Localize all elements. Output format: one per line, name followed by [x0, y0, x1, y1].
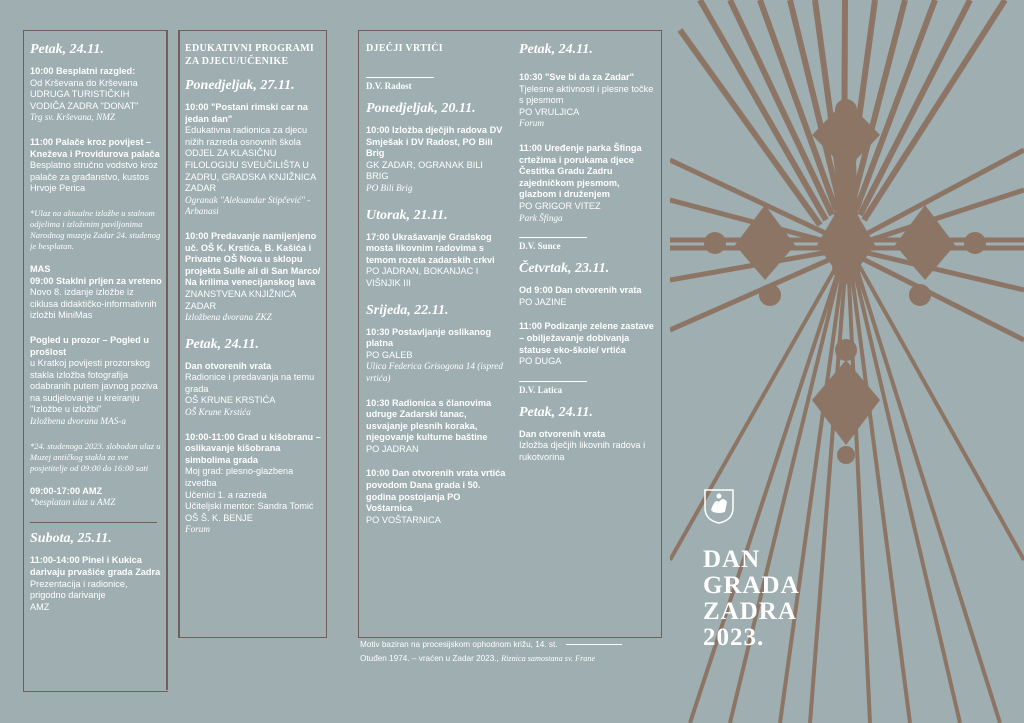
event-location: Trg sv. Krševana, NMZ: [30, 112, 115, 123]
event-location: Forum: [519, 118, 545, 129]
event-body: Tjelesne aktivnosti i plesne točke s pjesmom PO VRULJICA: [519, 83, 654, 117]
col3-event-3: [366, 327, 506, 385]
motif-line-2: [360, 652, 690, 666]
event-title: Od 9:00 Dan otvorenih vrata: [519, 285, 642, 296]
col1-divider: [30, 522, 157, 524]
motif-line-1: [360, 638, 690, 652]
col4-event-1: [519, 72, 655, 130]
event-title: 10:30 Radionica s članovima udruge Zadarski tanac, usvajanje plesnih koraka, njegovanje kulturne baštine: [366, 397, 492, 443]
col4-kg2: D.V. Sunce: [519, 241, 561, 252]
event-title: Dan otvorenih vrata: [185, 360, 272, 371]
col2-day1: Ponedjeljak, 27.11.: [185, 78, 295, 93]
event-title: 10:30 "Sve bi da za Zadar": [519, 72, 634, 82]
event-title: 11:00 Palače kroz povijest – Kneževa i Providurova palača: [30, 136, 160, 159]
col2-frame-left: [178, 30, 180, 638]
col3-kg1: D.V. Radost: [366, 81, 412, 91]
col3-event-2: [366, 232, 506, 290]
col1-note1: *Ulaz na aktualne izložbe u stalnom odjelima i izloženim paviljonima Narodnog muzeja Zadar 24. studenog je besplatan.: [30, 207, 161, 251]
col1-event-1: [30, 66, 164, 124]
event-title: 11:00 Uređenje parka Šfinga crtežima i porukama djece Čestitka Gradu Zadru zajedničkom pjesmom, glazbom i druženjem: [519, 142, 642, 200]
title-line-4: 2023.: [703, 624, 765, 651]
event-title: 10:00 Besplatni razgled:: [30, 66, 136, 76]
event-body: u Kratkoj povijesti prozorskog stakla izložba fotografija odabranih putem javnog poziva na sudjelovanje u kreiranju "Izložbe u izložbi": [30, 358, 158, 415]
title-line-2: GRADA: [703, 572, 800, 599]
motif-text-2: Otuđen 1974. – vraćen u Zadar 2023.,: [360, 654, 499, 663]
motif-caption: [360, 638, 690, 666]
event-body: PO DUGA: [519, 356, 562, 367]
col2-heading: EDUKATIVNI PROGRAMI ZA DJECU/UČENIKE: [185, 43, 315, 67]
event-body: PO VOŠTARNICA: [366, 514, 441, 525]
event-body: Izložba dječjih likovnih radova i rukotvorina: [519, 440, 646, 462]
event-location: Ogranak "Aleksandar Stipčević" - Arbanasi: [185, 194, 311, 217]
col4-kg3: D.V. Latica: [519, 384, 563, 395]
event-title: 10:30 Postavljanje oslikanog platna: [366, 326, 492, 349]
col1-frame-right: [166, 30, 168, 690]
event-title: 10:00 Dan otvorenih vrata vrtića povodom Dana grada i 50. godina postojanja PO Voštarnica: [366, 468, 506, 514]
col1-event-2: [30, 137, 164, 195]
col4-event-2: [519, 143, 655, 224]
col3-event-5: [366, 468, 506, 526]
event-location: Izložbena dvorana MAS-a: [30, 416, 126, 427]
event-title: 11:00 Podizanje zelene zastave – obilježavanje dobivanja statuse eko-škole/ vrtića: [519, 321, 654, 355]
event-body: Moj grad: plesno-glazbena izvedba Učenici 1. a razreda Učiteljski mentor: Sandra Tomić OŠ Š. K. BENJE: [185, 466, 314, 523]
col2: [185, 42, 321, 632]
col3-event-1: [366, 125, 506, 195]
event-location: *besplatan ulaz u AMZ: [30, 497, 116, 508]
col4-event-5: [519, 429, 655, 464]
col2-event-4: [185, 432, 321, 536]
kg-divider: [366, 77, 434, 78]
col3-day1: Ponedjeljak, 20.11.: [366, 101, 476, 116]
col2-event-1: [185, 102, 321, 218]
event-title: 10:00-11:00 Grad u kišobranu – oslikavanje kišobrana simbolima grada: [185, 431, 321, 465]
col1-day2: Subota, 25.11.: [30, 531, 112, 547]
event-body: ZNANSTVENA KNJIŽNICA ZADAR: [185, 288, 296, 311]
event-body: PO JADRAN: [366, 443, 419, 454]
col1-note2: *24. studenoga 2023. slobodan ulaz u Muzej antičkog stakla za sve posjetitelje od 09:00 do 16:00 sati: [30, 440, 161, 473]
motif-text-1: Motiv baziran na procesijskom ophodnom križu, 14. st.: [360, 640, 558, 649]
event-body: PO GALEB: [366, 349, 413, 360]
col1-event-4: [30, 335, 164, 428]
col1-event-3: [30, 264, 164, 322]
event-body: PO JADRAN, BOKANJAC I VIŠNJIK III: [366, 266, 479, 288]
event-location: OŠ Krune Krstića: [185, 407, 251, 418]
event-title: Pogled u prozor – Pogled u prošlost: [30, 334, 149, 357]
event-body: PO GRIGOR VITEZ: [519, 200, 601, 211]
col2-event-3: [185, 361, 321, 419]
col4: [519, 42, 655, 632]
col3-day3: Srijeda, 22.11.: [366, 302, 449, 318]
col4-day2: Četvrtak, 23.11.: [519, 261, 610, 277]
col4-event-4: [519, 321, 655, 367]
event-title: 10:00 Predavanje namijenjeno uč. OŠ K. Krstića, B. Kašića i Privatne OŠ Nova u sklopu projekta Sulle ali di San Marco/ Na krilima venecijanskog lava: [185, 230, 321, 288]
event-title: Dan otvorenih vrata: [519, 428, 606, 439]
event-title-block: [703, 547, 800, 651]
event-location: Park Šfinga: [519, 212, 563, 223]
title-line-3: ZADRA: [703, 598, 797, 625]
event-title: 09:00-17:00 AMZ: [30, 485, 103, 496]
col3-day2: Utorak, 21.11.: [366, 207, 448, 223]
event-body: Prezentacija i radionice, prigodno darivanje AMZ: [30, 578, 128, 612]
event-title: 11:00-14:00 Pinel i Kukica darivaju prvašiće grada Zadra: [30, 555, 161, 577]
kg-divider: [519, 237, 587, 238]
event-title: 10:00 Izložba dječjih radova DV Smješak i DV Radost, PO Bili Brig: [366, 125, 503, 159]
motif-rule: [566, 644, 622, 645]
city-crest-icon: [703, 488, 735, 524]
kg-divider: [519, 381, 587, 382]
event-body: PO JAZINE: [519, 296, 567, 307]
col1-day1: Petak, 24.11.: [30, 42, 104, 57]
event-body: Novo 8. izdanje izložbe iz ciklusa didaktičko-informativnih izložbi MiniMas: [30, 287, 157, 321]
col2-event-2: [185, 231, 321, 324]
event-body: Radionice i predavanja na temu grada OŠ KRUNE KRSTIĆA: [185, 372, 315, 406]
col4-day1: Petak, 24.11.: [519, 42, 593, 57]
event-body: Besplatno stručno vodstvo kroz palače za građanstvo, kustos Hrvoje Perica: [30, 160, 158, 194]
col1-event-5: [30, 486, 164, 509]
event-location: Ulica Federica Grisogona 14 (ispred vrtića): [366, 361, 503, 383]
event-title: 17:00 Ukrašavanje Gradskog mosta likovnim radovima s temom rozeta zadarskih crkvi: [366, 231, 495, 265]
col3-heading: DJEČJI VRTIĆI: [366, 43, 443, 54]
col2-day2: Petak, 24.11.: [185, 336, 259, 352]
col1: [30, 42, 164, 688]
col3-event-4: [366, 398, 506, 456]
event-title: 10:00 "Postani rimski car na jedan dan": [185, 102, 308, 124]
event-location: Forum: [185, 524, 211, 535]
col3: [366, 42, 506, 632]
title-line-1: DAN: [703, 546, 761, 573]
motif-text-2-italic: Riznica samostana sv. Frane: [501, 654, 596, 663]
event-body: Edukativna radionica za djecu nižih razreda osnovnih škola ODJEL ZA KLASIČNU FILOLOGIJU SVEUČILIŠTA U ZADRU, GRADSKA KNJIŽNICA ZADAR: [185, 125, 316, 194]
col1-event-6: [30, 555, 164, 613]
col4-event-3: [519, 285, 655, 308]
event-title: MAS 09:00 Staklni prljen za vreteno: [30, 263, 162, 286]
event-location: PO Bili Brig: [366, 182, 413, 193]
event-body: Od Krševana do Krševana UDRUGA TURISTIČKIH VODIČA ZADRA "DONAT": [30, 77, 139, 111]
event-location: Izložbena dvorana ZKZ: [185, 312, 272, 323]
col4-day3: Petak, 24.11.: [519, 404, 593, 420]
event-body: GK ZADAR, OGRANAK BILI BRIG: [366, 159, 483, 182]
